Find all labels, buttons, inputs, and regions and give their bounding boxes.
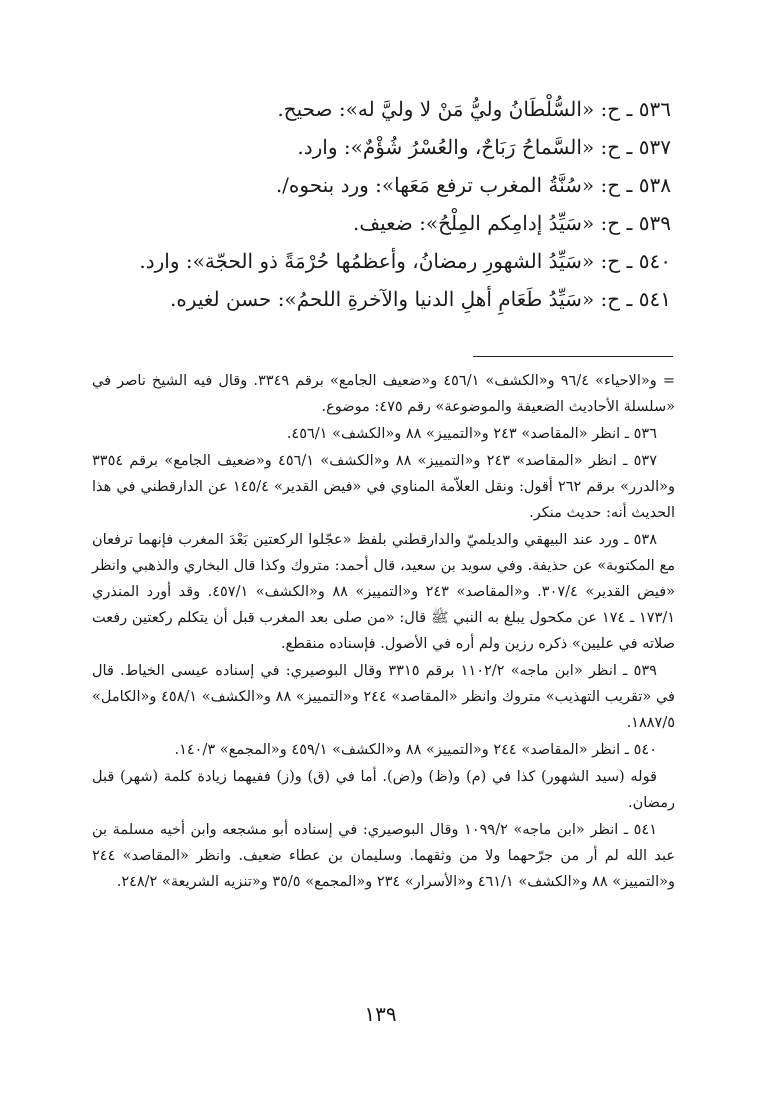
footnote: ٥٣٨ ـ ورد عند البيهقي والديلميّ والدارقطني بلفظ «عجّلوا الركعتين بَعْدَ المغرب فإنهما ترفعان مع المكتوبة» عن حذيفة. وفي سويد بن سعيد، قال أحمد: متروك وكذا قال البخاري والذهبي وانظر «فيض القدير» ٣٠٧/٤. و«المقاصد» ٢٤٣ و«التمييز» ٨٨ و«الكشف» ٤٥٧/١. وقد أورد المنذري ١٧٣/١ ـ ١٧٤ عن مكحول يبلغ به النبي ﷺ قال: «من صلى بعد المغرب قبل أن يتكلم ركعتين رفعت صلاته في عليين» ذكره رزين ولم أره في الأصول. فإسناده منقطع. bbox=[92, 532, 676, 652]
footnote: ٥٣٦ ـ انظر «المقاصد» ٢٤٣ و«التمييز» ٨٨ و«الكشف» ٤٥٦/١. bbox=[286, 426, 657, 442]
hadith-entry: ٥٣٧ ـ ح: «السَّماحُ رَبَاحٌ، والعُسْرُ شُؤْمٌ»: وارد. bbox=[297, 135, 671, 159]
footnote-separator bbox=[473, 356, 673, 357]
hadith-entries bbox=[90, 90, 671, 318]
footnote: قوله (سيد الشهور) كذا في (م) و(ظ) و(ض). أما في (ق) و(ز) ففيهما زيادة كلمة (شهر) قبل رمضان. bbox=[92, 769, 675, 811]
hadith-entry: ٥٣٨ ـ ح: «سُنَّةُ المغرب ترفع مَعَها»: ورد بنحوه/. bbox=[275, 173, 671, 197]
page-number: ١٣٩ bbox=[364, 1002, 397, 1026]
footnote: ٥٤٠ ـ انظر «المقاصد» ٢٤٤ و«التمييز» ٨٨ و«الكشف» ٤٥٩/١ و«المجمع» ١٤٠/٣. bbox=[174, 742, 657, 758]
hadith-entry: ٥٤١ ـ ح: «سَيِّدُ طَعَامِ أهلِ الدنيا والآخرةِ اللحمُ»: حسن لغيره. bbox=[169, 287, 671, 311]
footnote: = و«الاحياء» ٩٦/٤ و«الكشف» ٤٥٦/١ و«ضعيف الجامع» برقم ٣٣٤٩. وقال فيه الشيخ ناصر في «سلسلة الأحاديث الضعيفة والموضوعة» رقم ٤٧٥: موضوع. bbox=[92, 373, 675, 415]
hadith-entry: ٥٣٦ ـ ح: «السُّلْطَانُ وليُّ مَنْ لا وليَّ له»: صحيح. bbox=[277, 97, 671, 121]
hadith-entry: ٥٤٠ ـ ح: «سَيِّدُ الشهورِ رمضانُ، وأعظمُها حُرْمَةً ذو الحجّة»: وارد. bbox=[139, 249, 671, 273]
footnote: ٥٤١ ـ انظر «ابن ماجه» ١٠٩٩/٢ وقال البوصيري: في إسناده أبو مشجعه وابن أخيه مسلمة بن عبد الله لم أر من جرّحهما ولا من وثقهما. وسليمان بن عطاء ضعيف. وانظر «المقاصد» ٢٤٤ و«التمييز» ٨٨ و«الكشف» ٤٦١/١ و«الأسرار» ٢٣٤ و«المجمع» ٣٥/٥ و«تنزيه الشريعة» ٢٤٨/٢. bbox=[92, 822, 675, 890]
footnotes bbox=[92, 368, 675, 896]
footnote: ٥٣٩ ـ انظر «ابن ماجه» ١١٠٢/٢ برقم ٣٣١٥ وقال البوصيري: في إسناده عيسى الخياط. قال في «تقريب التهذيب» متروك وانظر «المقاصد» ٢٤٤ و«التمييز» ٨٨ و«الكشف» ٤٥٨/١ و«الكامل» ١٨٨٧/٥. bbox=[92, 663, 675, 731]
hadith-entry: ٥٣٩ ـ ح: «سَيِّدُ إدامِكم المِلْحُ»: ضعيف. bbox=[353, 211, 671, 235]
footnote: ٥٣٧ ـ انظر «المقاصد» ٢٤٣ و«التمييز» ٨٨ و«الكشف» ٤٥٦/١ و«ضعيف الجامع» برقم ٣٣٥٤ و«الدرر» برقم ٢٦٢ أقول: ونقل العلاّمة المناوي في «فيض القدير» ١٤٥/٤ عن الدارقطني في هذا الحديث أنه: حديث منكر. bbox=[92, 453, 675, 521]
